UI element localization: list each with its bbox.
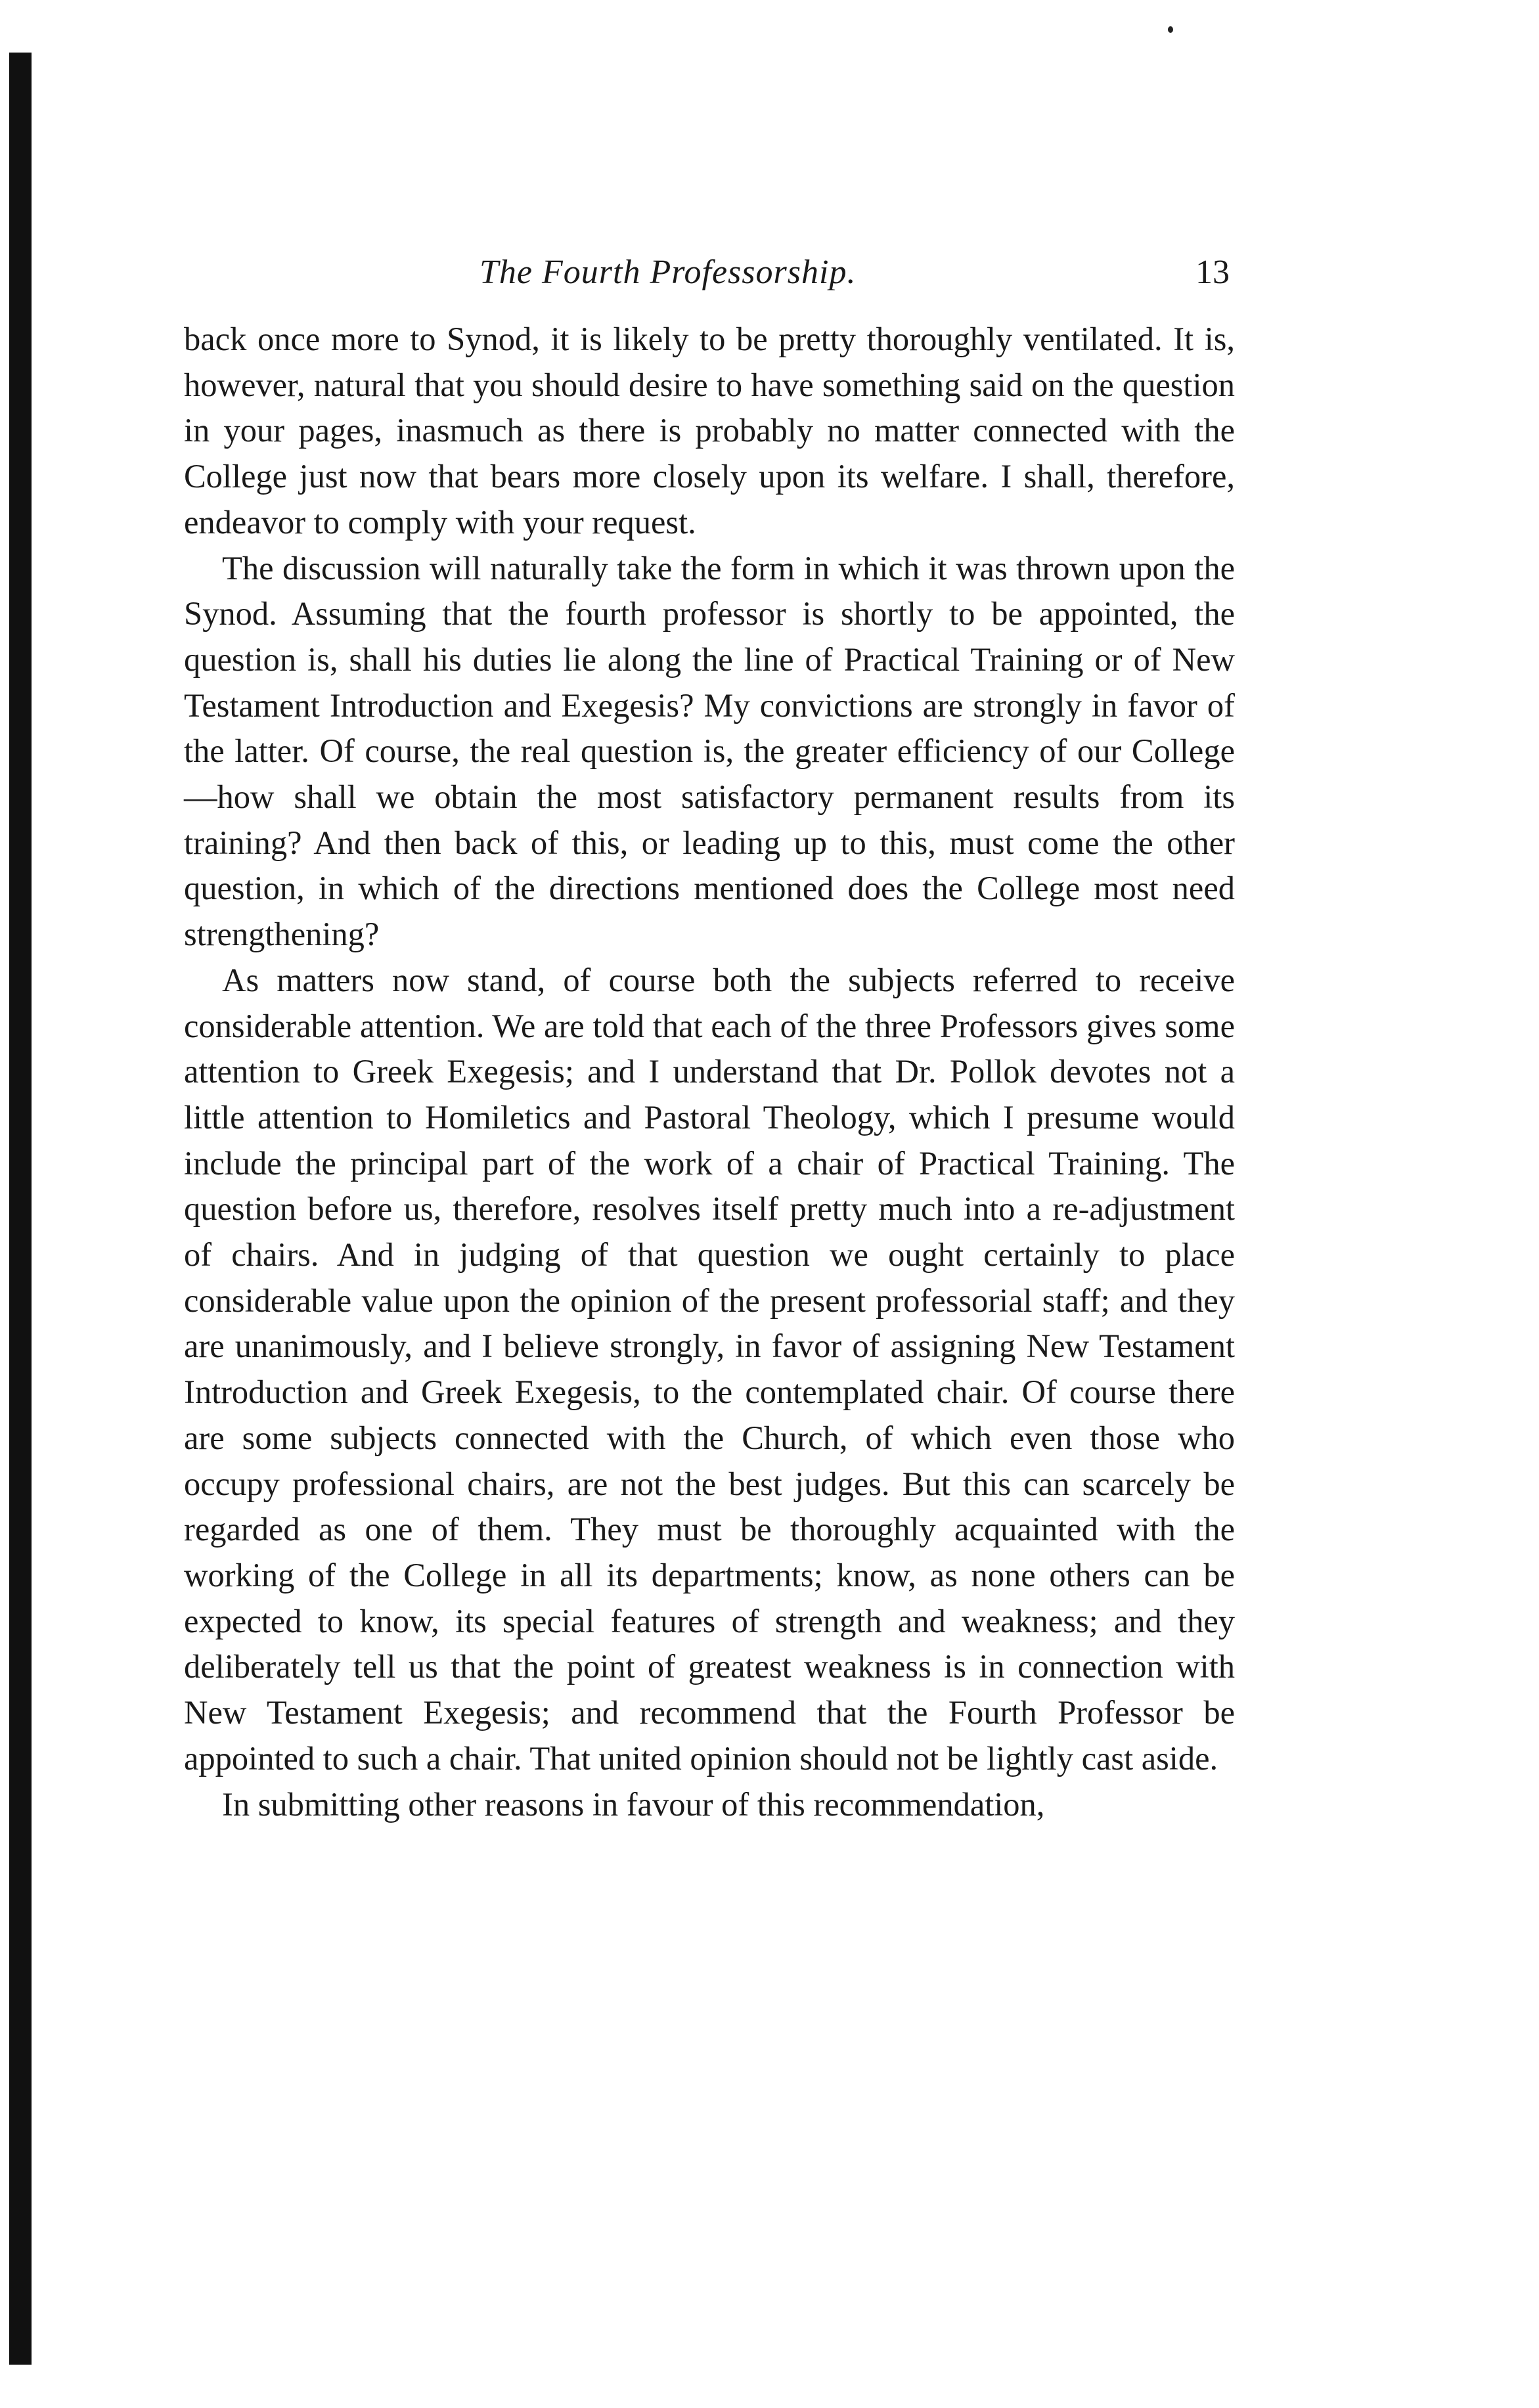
body-text bbox=[184, 317, 1235, 1827]
page-number: 13 bbox=[1195, 254, 1230, 291]
paragraph-1: back once more to Synod, it is likely to be pretty thoroughly ventilated. It is, however, natural that you should desire to have something said on the question in your pages, inasmuch as there is probably no matter connected with the College just now that bears more closely upon its welfare. I shall, therefore, endeavor to comply with your request. bbox=[184, 321, 1235, 541]
binding-edge bbox=[9, 53, 32, 2365]
running-title: The Fourth Professorship. bbox=[480, 254, 857, 291]
scan-speck bbox=[1168, 26, 1173, 33]
paragraph-4: In submitting other reasons in favour of this recommendation, bbox=[222, 1785, 1045, 1823]
running-head bbox=[184, 250, 1235, 296]
paragraph-2: The discussion will naturally take the form in which it was thrown upon the Synod. Assuming that the fourth professor is shortly to be appointed, the question is, shall his duties lie along the line of Practical Training or of New Testament Introduction and Exegesis? My convictions are strongly in favor of the latter. Of course, the real question is, the greater efficiency of our College—how shall we obtain the most satisfactory permanent results from its training? And then back of this, or leading up to this, must come the other question, in which of the directions mentioned does the College most need strengthening? bbox=[184, 549, 1235, 953]
book-page bbox=[184, 250, 1235, 1827]
paragraph-3: As matters now stand, of course both the subjects referred to receive considerable attention. We are told that each of the three Professors gives some attention to Greek Exegesis; and I understand that Dr. Pollok devotes not a little attention to Homiletics and Pastoral Theology, which I presume would include the principal part of the work of a chair of Practical Training. The question before us, therefore, resolves itself pretty much into a re-adjustment of chairs. And in judging of that question we ought certainly to place considerable value upon the opinion of the present professorial staff; and they are unanimously, and I believe strongly, in favor of assigning New Testament Introduction and Greek Exegesis, to the contemplated chair. Of course there are some subjects connected with the Church, of which even those who occupy professional chairs, are not the best judges. But this can scarcely be regarded as one of them. They must be thoroughly acquainted with the working of the College in all its departments; know, as none others can be expected to know, its special features of strength and weakness; and they deliberately tell us that the point of greatest weakness is in connection with New Testament Exegesis; and recommend that the Fourth Professor be appointed to such a chair. That united opinion should not be lightly cast aside. bbox=[184, 961, 1235, 1777]
